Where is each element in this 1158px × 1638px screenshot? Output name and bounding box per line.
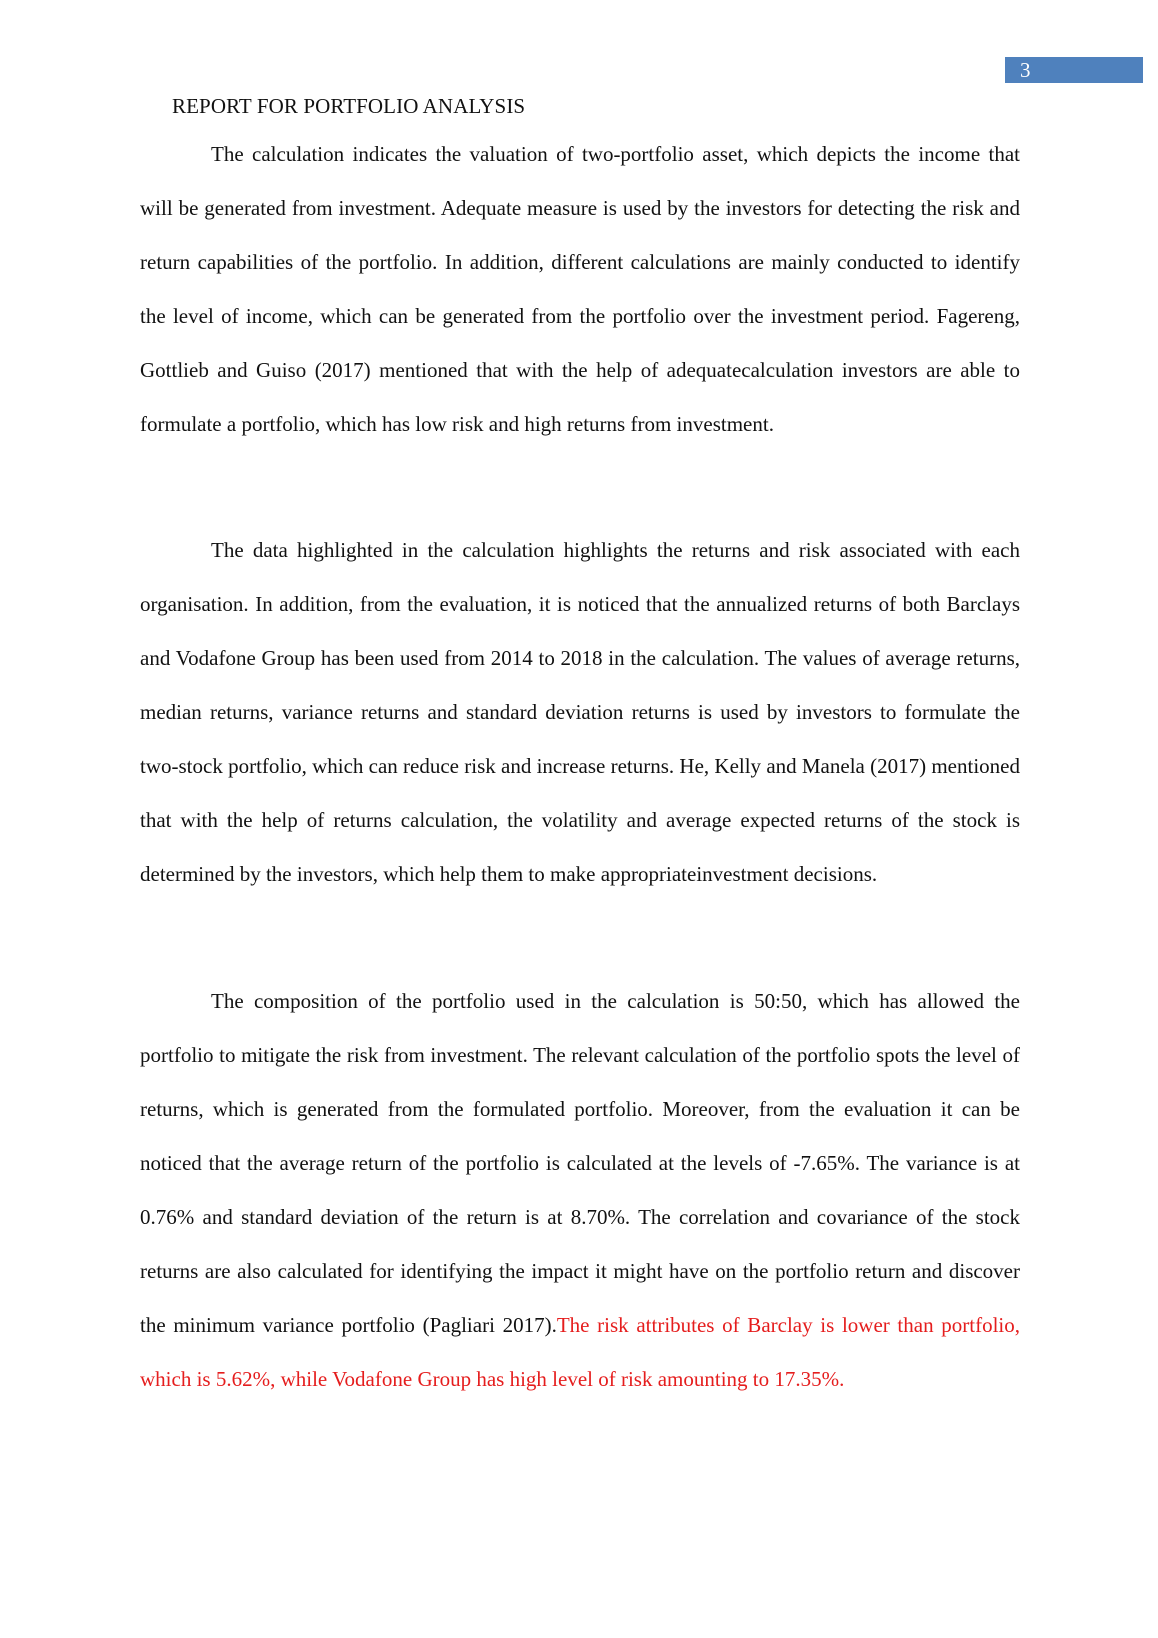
page-number-bar bbox=[1005, 57, 1143, 83]
paragraph-3 bbox=[140, 974, 1020, 1406]
paragraph-2: The data highlighted in the calculation highlights the returns and risk associated with each organisation. In addition, from the evaluation, it is noticed that the annualized returns of both Barclays and Vodafone Group has been used from 2014 to 2018 in the calculation. The values of average returns, median returns, variance returns and standard deviation returns is used by investors to formulate the two-stock portfolio, which can reduce risk and increase returns. He, Kelly and Manela (2017) mentioned that with the help of returns calculation, the volatility and average expected returns of the stock is determined by the investors, which help them to make appropriateinvestment decisions. bbox=[140, 538, 1020, 886]
paragraph-3-text: The composition of the portfolio used in the calculation is 50:50, which has allowed the portfolio to mitigate the risk from investment. The relevant calculation of the portfolio spots the level of returns, which is generated from the formulated portfolio. Moreover, from the evaluation it can be noticed that the average return of the portfolio is calculated at the levels of -7.65%. The variance is at 0.76% and standard deviation of the return is at 8.70%. The correlation and covariance of the stock returns are also calculated for identifying the impact it might have on the portfolio return and discover the minimum variance portfolio (Pagliari 2017). bbox=[140, 989, 1020, 1337]
page-number: 3 bbox=[1020, 58, 1031, 82]
paragraph-1: The calculation indicates the valuation of two-portfolio asset, which depicts the income that will be generated from investment. Adequate measure is used by the investors for detecting the risk and return capabilities of the portfolio. In addition, different calculations are mainly conducted to identify the level of income, which can be generated from the portfolio over the investment period. Fagereng, Gottlieb and Guiso (2017) mentioned that with the help of adequatecalculation investors are able to formulate a portfolio, which has low risk and high returns from investment. bbox=[140, 142, 1020, 436]
report-title: REPORT FOR PORTFOLIO ANALYSIS bbox=[172, 94, 526, 118]
highlighted-risk-text: The risk attributes of Barclay is lower than portfolio, which is 5.62%, while Vodafone Group has high level of risk amounting to 17.35%. bbox=[140, 1313, 1020, 1391]
